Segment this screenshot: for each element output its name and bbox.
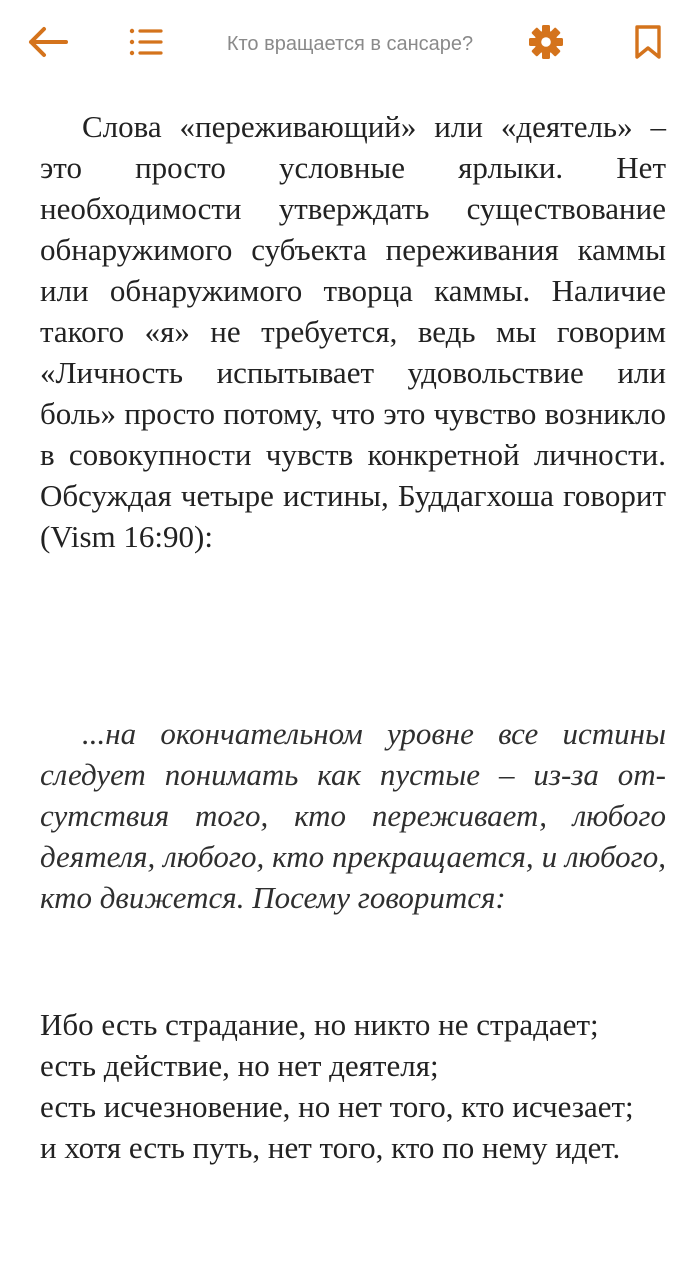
arrow-left-icon bbox=[27, 26, 69, 58]
bookmark-icon bbox=[633, 24, 663, 60]
bookmark-button[interactable] bbox=[620, 14, 676, 70]
book-page-content bbox=[40, 106, 666, 1168]
verse-line: есть действие, но нет деятеля; bbox=[40, 1048, 439, 1083]
settings-button[interactable] bbox=[518, 14, 574, 70]
verse-line: Ибо есть страдание, но никто не страдает; bbox=[40, 1007, 599, 1042]
reader-toolbar bbox=[0, 0, 700, 84]
table-of-contents-button[interactable] bbox=[118, 14, 174, 70]
quote-paragraph: ...на окончательном уровне все истины следует понимать как пустые – из-за отсутствия того, кто переживает, любого деятеля, любого, кто прекращается, и любого, кто движется. Посему говорится: bbox=[40, 716, 666, 915]
verse-line: и хотя есть путь, нет того, кто по нему идет. bbox=[40, 1130, 621, 1165]
gear-icon bbox=[528, 24, 564, 60]
paragraph-intro: Слова «переживающий» или «деятель» – это просто условные ярлыки. Нет необходимости утверждать существование обнаружимого субъекта переживания каммы или обнаружимого творца каммы. Наличие такого «я» не требуется, ведь мы говорим «Личность испытывает удовольствие или боль» просто потому, что это чувство возникло в совокупности чувств конкретной личности. Обсуждая четыре истины, Буддагхоша говорит (Vism 16:90): bbox=[40, 109, 666, 554]
back-button[interactable] bbox=[20, 14, 76, 70]
verse-block bbox=[40, 1004, 666, 1168]
chapter-title: Кто вращается в сансаре? bbox=[226, 33, 474, 55]
verse-line: есть исчезновение, но нет того, кто исчезает; bbox=[40, 1089, 634, 1124]
list-icon bbox=[129, 27, 163, 57]
